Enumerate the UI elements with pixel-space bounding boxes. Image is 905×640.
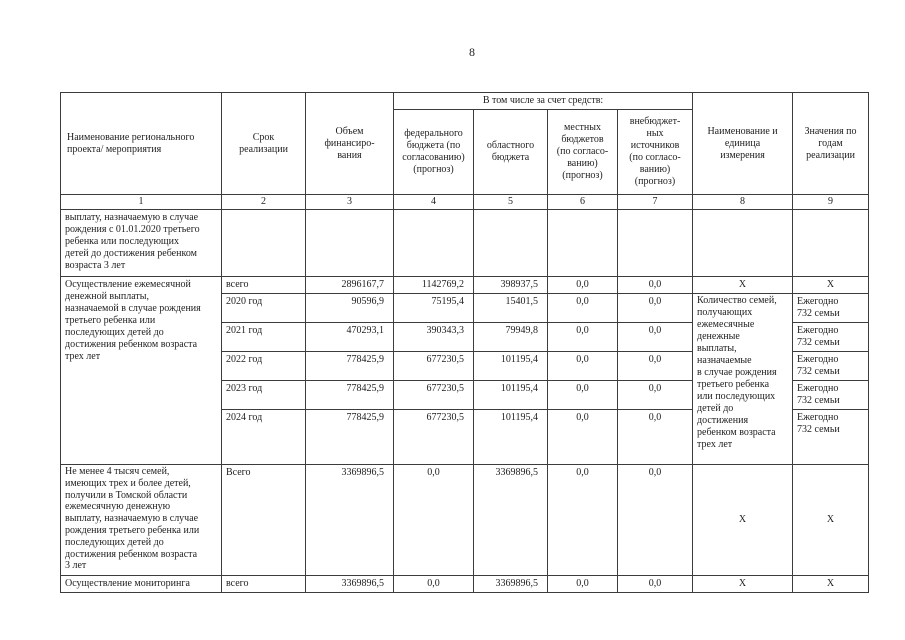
page-number: 8 [469,45,475,59]
extra-cell: 0,0 [618,465,693,576]
regional-cell: 15401,5 [474,294,548,323]
local-cell: 0,0 [548,277,618,294]
regional-cell: 101195,4 [474,381,548,410]
table-row [61,210,869,277]
period-cell: 2021 год [222,323,306,352]
column-number: 6 [548,195,618,210]
period-cell: всего [222,277,306,294]
column-number: 8 [693,195,793,210]
indicator-description: Количество семей, получающих ежемесячные денежные выплаты, назначаемые в случае рождения третьего ребенка или последующих детей до достижения ребенком возраста трех лет [693,294,793,465]
value-cell: Ежегодно 732 семьи [793,323,869,352]
empty-cell [222,210,306,277]
local-cell: 0,0 [548,576,618,593]
header-local: местных бюджетов (по согласо- ванию) (прогноз) [548,110,618,195]
header-extra: внебюджет- ных источников (по согласо- ванию) (прогноз) [618,110,693,195]
value-cell: Х [793,277,869,294]
indicator-cell: Х [693,465,793,576]
total-cell: 778425,9 [306,381,394,410]
empty-cell [793,210,869,277]
federal-cell: 0,0 [394,465,474,576]
monitoring-name: Осуществление мониторинга [61,576,222,593]
value-cell: Ежегодно 732 семьи [793,294,869,323]
column-number: 3 [306,195,394,210]
federal-cell: 677230,5 [394,352,474,381]
extra-cell: 0,0 [618,410,693,465]
total-cell: 3369896,5 [306,576,394,593]
project-name-continuation: выплату, назначаемую в случае рождения с 01.01.2020 третьего ребенка или последующих детей до достижения ребенком возраста 3 лет [61,210,222,277]
column-number: 7 [618,195,693,210]
local-cell: 0,0 [548,410,618,465]
local-cell: 0,0 [548,323,618,352]
extra-cell: 0,0 [618,352,693,381]
total-cell: 778425,9 [306,410,394,465]
value-cell: Х [793,576,869,593]
header-funding-sources: В том числе за счет средств: [394,93,693,110]
federal-cell: 0,0 [394,576,474,593]
value-cell: Ежегодно 732 семьи [793,410,869,465]
federal-cell: 677230,5 [394,410,474,465]
table-row [61,277,869,294]
header-values: Значения по годам реализации [793,93,869,195]
period-cell: 2024 год [222,410,306,465]
empty-cell [548,210,618,277]
total-cell: 778425,9 [306,352,394,381]
federal-cell: 75195,4 [394,294,474,323]
period-cell: 2023 год [222,381,306,410]
regional-cell: 3369896,5 [474,465,548,576]
federal-cell: 1142769,2 [394,277,474,294]
federal-cell: 390343,3 [394,323,474,352]
header-volume: Объем финансиро- вания [306,93,394,195]
total-cell: 2896167,7 [306,277,394,294]
column-number: 1 [61,195,222,210]
regional-cell: 79949,8 [474,323,548,352]
header-regional: областного бюджета [474,110,548,195]
regional-cell: 101195,4 [474,410,548,465]
activity-name: Осуществление ежемесячной денежной выплаты, назначаемой в случае рождения третьего ребенка или последующих детей до достижения ребенком возраста трех лет [61,277,222,465]
column-number: 9 [793,195,869,210]
period-cell: 2022 год [222,352,306,381]
indicator-cell: Х [693,277,793,294]
period-cell: 2020 год [222,294,306,323]
financing-table [60,92,869,593]
header-indicator: Наименование и единица измерения [693,93,793,195]
extra-cell: 0,0 [618,294,693,323]
empty-cell [306,210,394,277]
local-cell: 0,0 [548,381,618,410]
regional-cell: 101195,4 [474,352,548,381]
period-cell: Всего [222,465,306,576]
result-name: Не менее 4 тысяч семей, имеющих трех и более детей, получили в Томской области ежемесячную денежную выплату, назначаемую в случае рождения третьего ребенка или последующих детей до достижения ребенком возраста 3 лет [61,465,222,576]
regional-cell: 3369896,5 [474,576,548,593]
extra-cell: 0,0 [618,323,693,352]
extra-cell: 0,0 [618,576,693,593]
column-number: 4 [394,195,474,210]
federal-cell: 677230,5 [394,381,474,410]
local-cell: 0,0 [548,294,618,323]
extra-cell: 0,0 [618,381,693,410]
indicator-cell: Х [693,576,793,593]
header-project: Наименование регионального проекта/ мероприятия [61,93,222,195]
value-cell: Ежегодно 732 семьи [793,381,869,410]
column-number: 5 [474,195,548,210]
local-cell: 0,0 [548,352,618,381]
value-cell: Х [793,465,869,576]
extra-cell: 0,0 [618,277,693,294]
local-cell: 0,0 [548,465,618,576]
regional-cell: 398937,5 [474,277,548,294]
total-cell: 90596,9 [306,294,394,323]
period-cell: всего [222,576,306,593]
header-period: Срок реализации [222,93,306,195]
empty-cell [474,210,548,277]
table-row [61,576,869,593]
empty-cell [693,210,793,277]
value-cell: Ежегодно 732 семьи [793,352,869,381]
total-cell: 470293,1 [306,323,394,352]
empty-cell [618,210,693,277]
empty-cell [394,210,474,277]
table-row [61,465,869,576]
column-number: 2 [222,195,306,210]
header-federal: федерального бюджета (по согласованию) (прогноз) [394,110,474,195]
total-cell: 3369896,5 [306,465,394,576]
